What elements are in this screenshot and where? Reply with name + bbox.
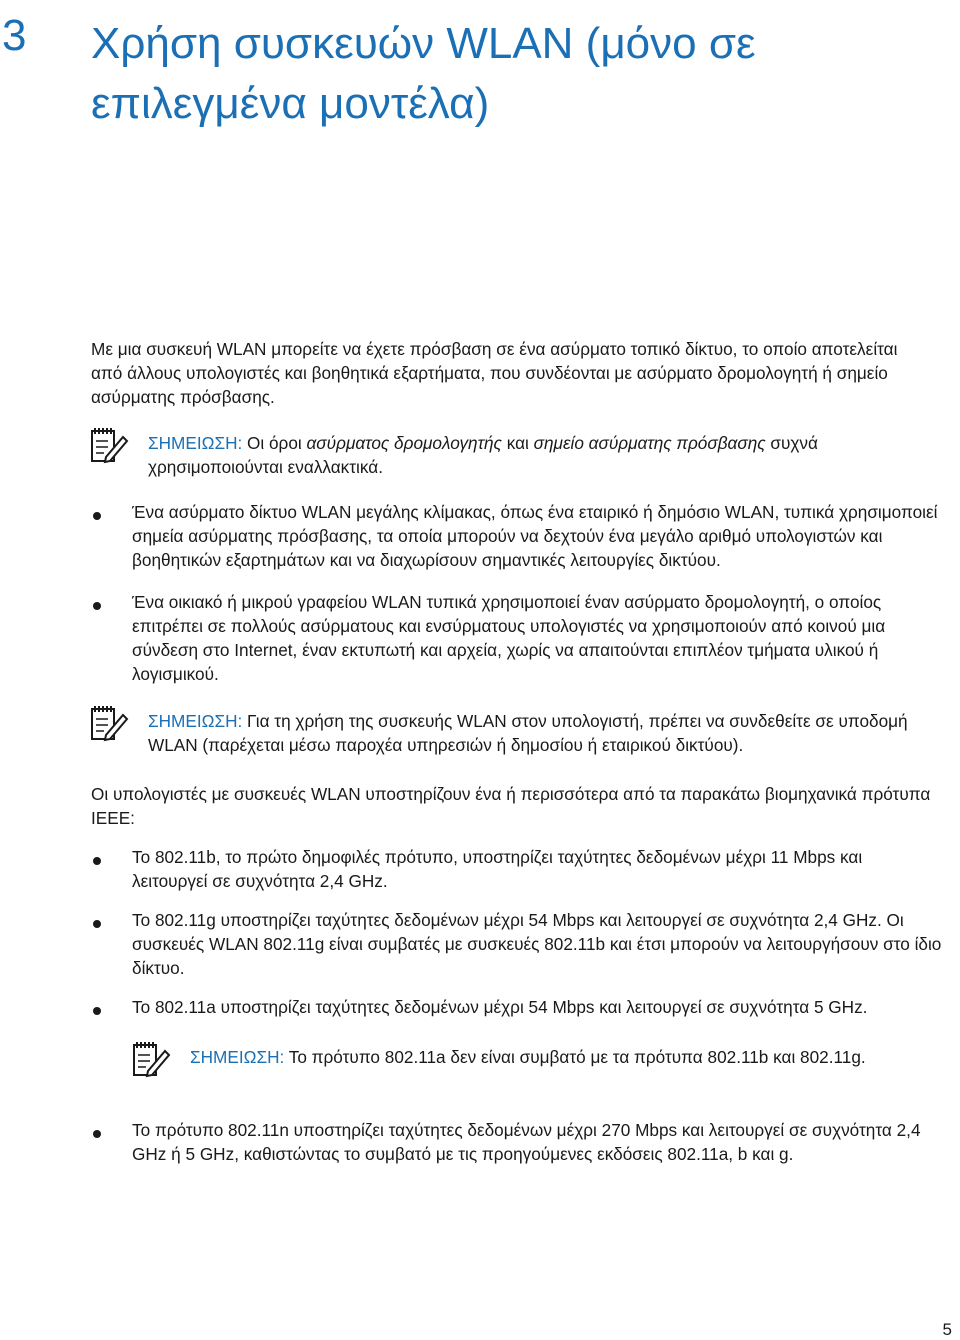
note-term: ασύρματος δρομολογητής — [306, 433, 502, 453]
note-text: Για τη χρήση της συσκευής WLAN στον υπολογιστή, πρέπει να συνδεθείτε σε υποδομή WLAN (παρέχεται μέσω παροχέα υπηρεσιών ή δημοσίου ή εταιρικού δικτύου). — [148, 711, 908, 755]
list-item: Το 802.11b, το πρώτο δημοφιλές πρότυπο, υποστηρίζει ταχύτητες δεδομένων μέχρι 11 Mbps και λειτουργεί σε συχνότητα 2,4 GHz. — [132, 847, 863, 891]
note-icon — [89, 425, 129, 465]
note-2 — [148, 709, 940, 757]
note-1 — [148, 431, 938, 479]
list-item: Ένα ασύρματο δίκτυο WLAN μεγάλης κλίμακας, όπως ένα εταιρικό ή δημόσιο WLAN, τυπικά χρησιμοποιεί σημεία ασύρματης πρόσβασης, τα οποία μπορούν να δεχτούν ένα μεγάλο αριθμό υπολογιστών και βοηθητικών εξαρτημάτων και να διαχωρίσουν σημαντικές λειτουργίες δικτύου. — [132, 502, 938, 570]
bullet-dot-icon — [93, 920, 101, 928]
chapter-title: Χρήση συσκευών WLAN (μόνο σε επιλεγμένα μοντέλα) — [91, 19, 756, 128]
bullet-dot-icon — [93, 1007, 101, 1015]
note-3 — [190, 1045, 920, 1069]
list-item: Το 802.11g υποστηρίζει ταχύτητες δεδομένων μέχρι 54 Mbps και λειτουργεί σε συχνότητα 2,4 GHz. Οι συσκευές WLAN 802.11g είναι συμβατές με συσκευές 802.11b και έτσι μπορούν να λειτουργήσουν στο ίδιο δίκτυο. — [132, 910, 942, 978]
note-icon — [131, 1039, 171, 1079]
note-text: και — [501, 433, 534, 453]
page-number: 5 — [942, 1320, 952, 1339]
note-term: σημείο ασύρματης πρόσβασης — [533, 433, 766, 453]
bullet-dot-icon — [93, 857, 101, 865]
note-icon — [89, 703, 129, 743]
intro-paragraph: Με μια συσκευή WLAN μπορείτε να έχετε πρόσβαση σε ένα ασύρματο τοπικό δίκτυο, το οποίο αποτελείται από άλλους υπολογιστές και βοηθητικά εξαρτήματα, που συνδέονται με ασύρματο δρομολογητή ή σημείο ασύρματης πρόσβασης. — [91, 339, 898, 407]
note-label: ΣΗΜΕΙΩΣΗ: — [148, 711, 243, 731]
list-item: Το πρότυπο 802.11n υποστηρίζει ταχύτητες δεδομένων μέχρι 270 Mbps και λειτουργεί σε συχνότητα 2,4 GHz ή 5 GHz, καθιστώντας το συμβατό με τις προηγούμενες εκδόσεις 802.11a, b και g. — [132, 1120, 921, 1164]
bullet-dot-icon — [93, 512, 101, 520]
note-label: ΣΗΜΕΙΩΣΗ: — [148, 433, 243, 453]
chapter-number: 3 — [2, 11, 27, 60]
bullet-dot-icon — [93, 602, 101, 610]
note-text: Το πρότυπο 802.11a δεν είναι συμβατό με τα πρότυπα 802.11b και 802.11g. — [284, 1047, 866, 1067]
note-text: συχνά χρησιμοποιούνται εναλλακτικά. — [148, 433, 818, 477]
list-item: Ένα οικιακό ή μικρού γραφείου WLAN τυπικά χρησιμοποιεί έναν ασύρματο δρομολογητή, ο οποίος επιτρέπει σε πολλούς ασύρματους και ενσύρματους υπολογιστές να χρησιμοποιούν από κοινού μια σύνδεση στο Internet, έναν εκτυπωτή και αρχεία, χωρίς να απαιτούνται επιπλέον τμήματα υλικού ή λογισμικού. — [132, 592, 886, 684]
note-label: ΣΗΜΕΙΩΣΗ: — [190, 1047, 285, 1067]
bullet-dot-icon — [93, 1130, 101, 1138]
standards-intro: Οι υπολογιστές με συσκευές WLAN υποστηρίζουν ένα ή περισσότερα από τα παρακάτω βιομηχανικά πρότυπα IEEE: — [91, 784, 931, 828]
list-item: Το 802.11a υποστηρίζει ταχύτητες δεδομένων μέχρι 54 Mbps και λειτουργεί σε συχνότητα 5 GHz. — [132, 997, 868, 1017]
note-text: Οι όροι — [242, 433, 307, 453]
